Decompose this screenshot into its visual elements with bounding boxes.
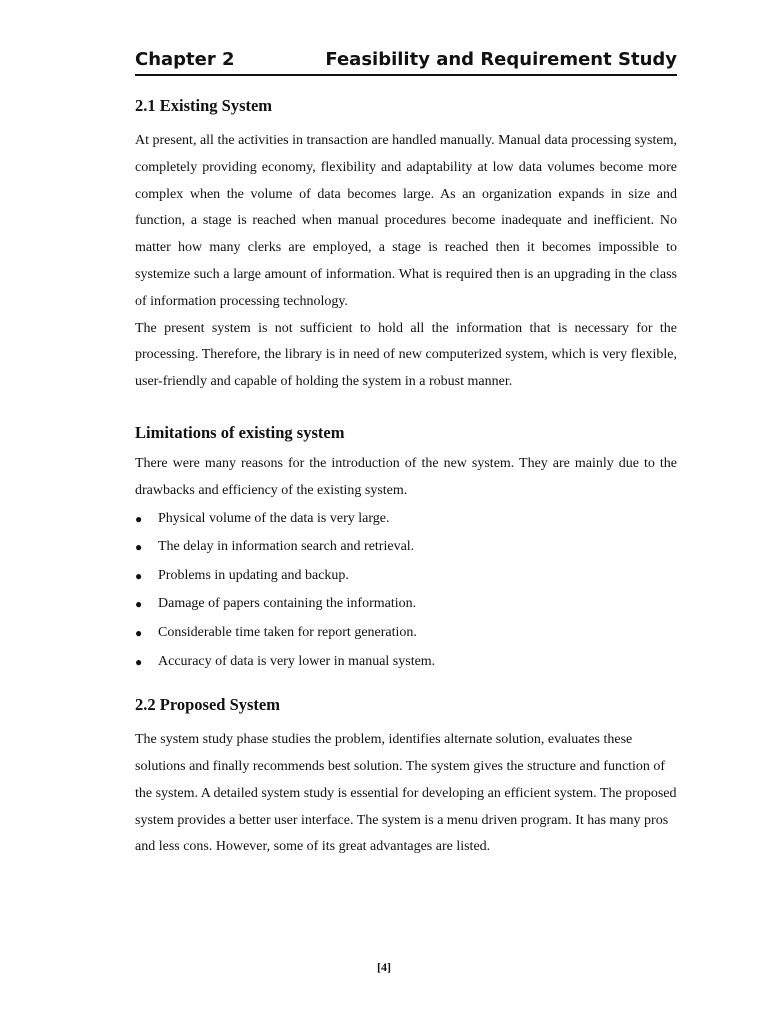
chapter-title: Feasibility and Requirement Study <box>325 49 677 70</box>
proposed-system-heading: 2.2 Proposed System <box>135 695 280 715</box>
list-item <box>135 619 677 648</box>
spacer <box>135 676 677 691</box>
page-number: [4] <box>377 960 391 974</box>
list-item <box>135 562 677 591</box>
limitations-heading: Limitations of existing system <box>135 422 345 442</box>
bullet-icon: ● <box>135 654 143 669</box>
bullet-icon: ● <box>135 597 143 612</box>
existing-system-paragraph-1: At present, all the activities in transaction are handled manually. Manual data processing system, completely providing economy, flexibility and adaptability at low data volumes become more complex when the volume of data becomes large. As an organization expands in size and function, a stage is reached when manual procedures become inadequate and inefficient. No matter how many clerks are employed, a stage is reached then it becomes impossible to systemize such a large amount of information. What is required then is an upgrading in the class of information processing technology. <box>135 133 677 309</box>
page-content <box>135 92 677 861</box>
list-item-text: Problems in updating and backup. <box>158 567 349 583</box>
list-item <box>135 648 677 677</box>
list-item-text: Accuracy of data is very lower in manual system. <box>158 653 436 669</box>
limitations-intro: There were many reasons for the introduction of the new system. They are mainly due to the drawbacks and efficiency of the existing system. <box>135 455 677 498</box>
bullet-icon: ● <box>135 568 143 583</box>
spacer <box>135 120 677 128</box>
bullet-icon: ● <box>135 511 143 526</box>
list-item-text: Considerable time taken for report generation. <box>158 624 417 640</box>
list-item <box>135 505 677 534</box>
page-header <box>135 46 677 76</box>
list-item <box>135 533 677 562</box>
bullet-icon: ● <box>135 625 143 640</box>
list-item-text: Physical volume of the data is very large. <box>158 510 390 526</box>
list-item <box>135 590 677 619</box>
chapter-label: Chapter 2 <box>135 49 235 70</box>
list-item-text: Damage of papers containing the information. <box>158 596 417 612</box>
limitations-list <box>135 505 677 677</box>
spacer <box>135 396 677 411</box>
bullet-icon: ● <box>135 540 143 555</box>
proposed-system-paragraph: The system study phase studies the problem, identifies alternate solution, evaluates these solutions and finally recommends best solution. The system gives the structure and function of the system. A detailed system study is essential for developing an efficient system. The proposed system provides a better user interface. The system is a menu driven program. It has many pros and less cons. However, some of its great advantages are listed. <box>135 732 677 855</box>
spacer <box>135 719 677 727</box>
existing-system-heading: 2.1 Existing System <box>135 96 273 115</box>
spacer <box>135 411 677 419</box>
existing-system-paragraph-2: The present system is not sufficient to hold all the information that is necessary for the processing. Therefore, the library is in need of new computerized system, which is very flexible, user-friendly and capable of holding the system in a robust manner. <box>135 320 677 390</box>
list-item-text: The delay in information search and retrieval. <box>158 539 415 555</box>
